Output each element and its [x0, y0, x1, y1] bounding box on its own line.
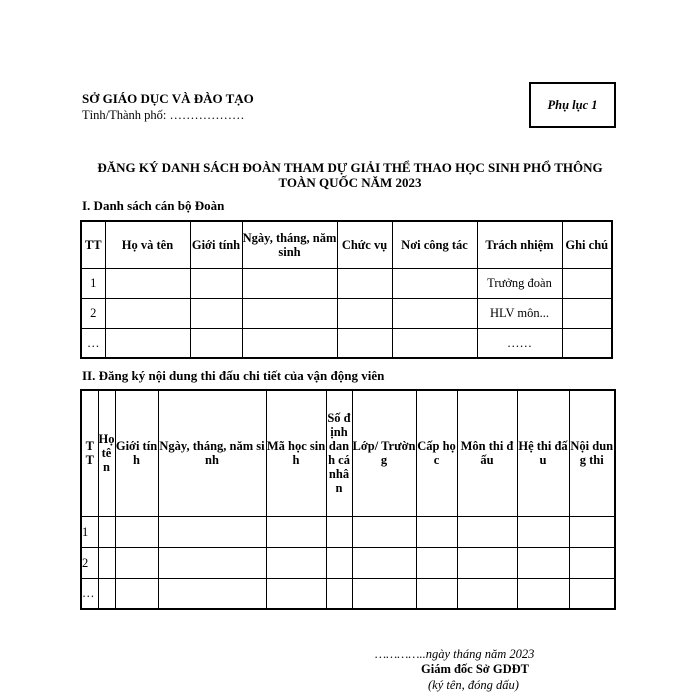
table-cell — [517, 516, 569, 547]
table-cell — [569, 578, 615, 609]
staff-table — [80, 220, 613, 359]
col-header: Ngày, tháng, năm sinh — [158, 390, 266, 516]
athlete-table — [80, 389, 616, 610]
table-cell — [337, 268, 392, 298]
sign-note: (ký tên, đóng dấu) — [428, 678, 519, 692]
table-cell — [242, 298, 337, 328]
table-cell — [242, 328, 337, 358]
table-row — [81, 268, 612, 298]
table-cell — [562, 298, 612, 328]
col-header: Trách nhiệm — [477, 221, 562, 268]
table-cell — [158, 578, 266, 609]
table-cell — [457, 516, 517, 547]
table-cell — [266, 547, 326, 578]
table-cell — [416, 547, 457, 578]
table-cell — [352, 516, 416, 547]
col-header: Ghi chú — [562, 221, 612, 268]
table-cell — [115, 547, 158, 578]
athlete-header-row — [81, 390, 615, 516]
col-header: Nơi công tác — [392, 221, 477, 268]
table-cell — [98, 516, 115, 547]
title-line-1: ĐĂNG KÝ DANH SÁCH ĐOÀN THAM DỰ GIẢI THỂ THAO HỌC SINH PHỔ THÔNG — [97, 160, 603, 175]
col-header: Môn thi đấu — [457, 390, 517, 516]
table-row — [81, 547, 615, 578]
table-row — [81, 578, 615, 609]
table-cell — [457, 578, 517, 609]
col-header: Cấp học — [416, 390, 457, 516]
section-1-heading: I. Danh sách cán bộ Đoàn — [82, 198, 225, 213]
col-header: TT — [81, 221, 105, 268]
col-header: Chức vụ — [337, 221, 392, 268]
table-cell — [562, 328, 612, 358]
col-header: Lớp/ Trường — [352, 390, 416, 516]
table-cell — [326, 516, 352, 547]
table-cell: … — [81, 578, 98, 609]
col-header: Giới tính — [190, 221, 242, 268]
appendix-box — [529, 82, 616, 128]
table-cell — [98, 578, 115, 609]
col-header: Họ tên — [98, 390, 115, 516]
table-cell — [190, 268, 242, 298]
table-cell: 2 — [81, 298, 105, 328]
title-line-2: TOÀN QUỐC NĂM 2023 — [278, 175, 422, 190]
table-cell — [457, 547, 517, 578]
table-cell — [158, 547, 266, 578]
col-header: Ngày, tháng, năm sinh — [242, 221, 337, 268]
table-cell — [266, 516, 326, 547]
table-cell — [326, 547, 352, 578]
table-cell — [190, 298, 242, 328]
table-cell — [105, 298, 190, 328]
table-cell — [392, 268, 477, 298]
date-line: …………..ngày tháng năm 2023 — [375, 647, 535, 661]
city-line: Tỉnh/Thành phố: ……………… — [82, 108, 245, 122]
col-header: Họ và tên — [105, 221, 190, 268]
table-cell: …… — [477, 328, 562, 358]
table-cell — [352, 578, 416, 609]
table-cell — [392, 298, 477, 328]
table-cell — [569, 547, 615, 578]
table-cell: … — [81, 328, 105, 358]
section-2-heading: II. Đăng ký nội dung thi đấu chi tiết của vận động viên — [82, 368, 385, 383]
table-cell — [115, 516, 158, 547]
table-cell — [352, 547, 416, 578]
table-cell — [98, 547, 115, 578]
table-cell — [416, 516, 457, 547]
table-cell — [562, 268, 612, 298]
table-cell — [337, 298, 392, 328]
table-cell — [105, 328, 190, 358]
table-cell — [242, 268, 337, 298]
table-row — [81, 516, 615, 547]
table-cell — [392, 328, 477, 358]
table-cell: 1 — [81, 516, 98, 547]
col-header: Hệ thi đấu — [517, 390, 569, 516]
table-cell — [326, 578, 352, 609]
table-cell — [105, 268, 190, 298]
table-cell — [569, 516, 615, 547]
appendix-label: Phụ lục 1 — [547, 97, 598, 112]
table-cell: 2 — [81, 547, 98, 578]
table-row — [81, 298, 612, 328]
col-header: Số định danh cá nhân — [326, 390, 352, 516]
table-cell — [115, 578, 158, 609]
table-cell — [190, 328, 242, 358]
col-header: TT — [81, 390, 98, 516]
table-cell — [416, 578, 457, 609]
table-cell — [517, 578, 569, 609]
table-row — [81, 328, 612, 358]
document-title — [80, 160, 620, 190]
col-header: Giới tính — [115, 390, 158, 516]
table-cell — [337, 328, 392, 358]
table-cell — [266, 578, 326, 609]
table-cell: Trưởng đoàn — [477, 268, 562, 298]
col-header: Nội dung thi — [569, 390, 615, 516]
signer-title: Giám đốc Sở GDĐT — [421, 662, 529, 676]
table-cell — [158, 516, 266, 547]
department-name: SỞ GIÁO DỤC VÀ ĐÀO TẠO — [82, 91, 254, 106]
table-cell: 1 — [81, 268, 105, 298]
table-cell: HLV môn... — [477, 298, 562, 328]
staff-header-row — [81, 221, 612, 268]
table-cell — [517, 547, 569, 578]
col-header: Mã học sinh — [266, 390, 326, 516]
